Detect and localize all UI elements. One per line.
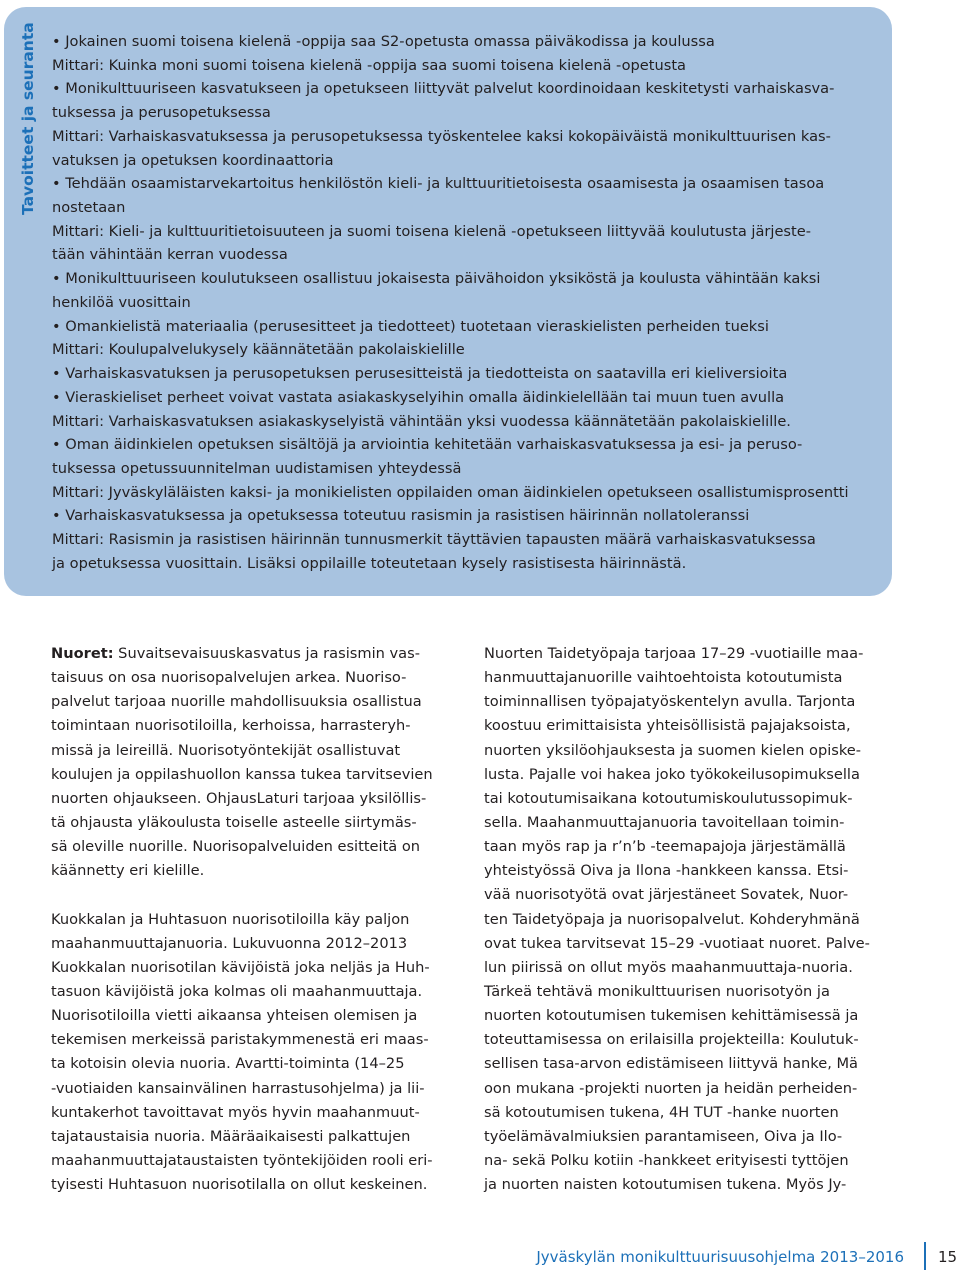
goals-line: Mittari: Varhaiskasvatuksen asiakaskyselyistä vähintään yksi vuodessa käännätetään pakolaiskielille. xyxy=(52,412,791,430)
goals-line: tuksessa opetussuunnitelman uudistamisen yhteydessä xyxy=(52,459,462,477)
goals-line: • Monikulttuuriseen koulutukseen osallistuu jokaisesta päivähoidon yksiköstä ja koulusta vähintään kaksi xyxy=(52,270,821,288)
goals-line: • Oman äidinkielen opetuksen sisältöjä ja arviointia kehitetään varhaiskasvatuksessa ja esi- ja peruso- xyxy=(52,436,803,454)
goals-line: Mittari: Jyväskyläläisten kaksi- ja monikielisten oppilaiden oman äidinkielen opetukseen osallistumisprosentti xyxy=(52,483,849,501)
paragraph-line: palvelut tarjoaa nuorille mahdollisuuksia osallistua xyxy=(51,693,422,711)
paragraph-line: tajataustaisia nuoria. Määräaikaisesti palkattujen xyxy=(51,1127,411,1145)
goals-line: tään vähintään kerran vuodessa xyxy=(52,246,288,264)
paragraph-line: ten Taidetyöpaja ja nuorisopalvelut. Kohderyhmänä xyxy=(484,910,860,928)
page-number: 15 xyxy=(938,1248,958,1266)
paragraph-line: tai kotoutumisaikana kotoutumiskoulutussopimuk- xyxy=(484,789,853,807)
paragraph-line: yhteistyössä Oiva ja Ilona -hankkeen kanssa. Etsi- xyxy=(484,862,849,880)
goals-line: • Tehdään osaamistarvekartoitus henkilöstön kieli- ja kulttuuritietoisesta osaamisesta ja osaamisen tasoa xyxy=(52,175,825,193)
footer-title: Jyväskylän monikulttuurisuusohjelma 2013–2016 xyxy=(536,1248,904,1266)
paragraph-line: kuntakerhot tavoittavat myös hyvin maahanmuut- xyxy=(51,1103,420,1121)
goals-side-label xyxy=(16,22,40,239)
paragraph-line: työelämävalmiuksien parantamiseen, Oiva ja Ilo- xyxy=(484,1127,843,1145)
goals-line: ja opetuksessa vuosittain. Lisäksi oppilaille toteutetaan kysely rasistisesta häirinnästä. xyxy=(52,554,687,572)
paragraph-line: maahanmuuttajanuoria. Lukuvuonna 2012–2013 xyxy=(51,934,408,952)
paragraph-line: oon mukana -projekti nuorten ja heidän perheiden- xyxy=(484,1079,858,1097)
paragraph-gap xyxy=(51,883,451,907)
left-paragraph-2 xyxy=(51,908,451,1198)
paragraph-line: -vuotiaiden kansainvälinen harrastusohjelma) ja lii- xyxy=(51,1079,425,1097)
paragraph-line: lun piirissä on ollut myös maahanmuuttaja-nuoria. xyxy=(484,958,853,976)
paragraph-line: tekemisen merkeissä paristakymmenestä eri maas- xyxy=(51,1031,429,1049)
paragraph-line: hanmuuttajanuorille vaihtoehtoista kotoutumista xyxy=(484,669,843,687)
goals-line: • Monikulttuuriseen kasvatukseen ja opetukseen liittyvät palvelut koordinoidaan keskitetysti varhaiskasva- xyxy=(52,80,835,98)
paragraph-line: ovat tukea tarvitsevat 15–29 -vuotiaat nuoret. Palve- xyxy=(484,934,870,952)
goals-line: Mittari: Kieli- ja kulttuuritietoisuuteen ja suomi toisena kielenä -opetukseen liittyvää koulutusta järjeste- xyxy=(52,222,812,240)
paragraph-line: tyisesti Huhtasuon nuorisotilalla on ollut keskeinen. xyxy=(51,1176,428,1194)
right-column xyxy=(484,642,884,1197)
paragraph-line: vää nuorisotyötä ovat järjestäneet Sovatek, Nuor- xyxy=(484,886,849,904)
paragraph-line: sä oleville nuorille. Nuorisopalveluiden esitteitä on xyxy=(51,838,421,856)
left-column xyxy=(51,642,451,1197)
paragraph-line: sä kotoutumisen tukena, 4H TUT -hanke nuorten xyxy=(484,1103,839,1121)
paragraph-line: sellisen tasa-arvon edistämiseen liittyvä hanke, Mä xyxy=(484,1055,859,1073)
goals-line: henkilöä vuosittain xyxy=(52,293,191,311)
paragraph-line: käännetty eri kielille. xyxy=(51,862,205,880)
paragraph-line: Kuokkalan nuorisotilan kävijöistä joka neljäs ja Huh- xyxy=(51,958,430,976)
goals-line: • Omankielistä materiaalia (perusesitteet ja tiedotteet) tuotetaan vieraskielisten perheiden tueksi xyxy=(52,317,769,335)
paragraph-line: sella. Maahanmuuttajanuoria tavoitellaan toimin- xyxy=(484,813,845,831)
paragraph-line: Nuorten Taidetyöpaja tarjoaa 17–29 -vuotiaille maa- xyxy=(484,645,864,662)
goals-line: • Varhaiskasvatuksessa ja opetuksessa toteutuu rasismin ja rasistisen häirinnän nollatoleranssi xyxy=(52,507,750,525)
paragraph-line: na- sekä Polku kotiin -hankkeet erityisesti tyttöjen xyxy=(484,1151,849,1169)
goals-list xyxy=(52,30,884,576)
left-column-lead-line xyxy=(51,642,451,666)
goals-line: tuksessa ja perusopetuksessa xyxy=(52,104,271,122)
paragraph-line: maahanmuuttajataustaisten työntekijöiden rooli eri- xyxy=(51,1151,433,1169)
paragraph-line: Nuorisotiloilla vietti aikaansa yhteisen olemisen ja xyxy=(51,1007,418,1025)
goals-line: Mittari: Kuinka moni suomi toisena kielenä -oppija saa suomi toisena kielenä -opetusta xyxy=(52,56,686,74)
goals-line: nostetaan xyxy=(52,199,126,217)
paragraph-line: taisuus on osa nuorisopalvelujen arkea. Nuoriso- xyxy=(51,669,407,687)
goals-line: Mittari: Koulupalvelukysely käännätetään pakolaiskielille xyxy=(52,341,465,359)
paragraph-line: nuorten kotoutumisen tukemisen kehittämisessä ja xyxy=(484,1007,859,1025)
paragraph-line: Tärkeä tehtävä monikulttuurisen nuorisotyön ja xyxy=(484,982,830,1000)
goals-line: • Jokainen suomi toisena kielenä -oppija saa S2-opetusta omassa päiväkodissa ja koulussa xyxy=(52,33,715,50)
paragraph-line: ja nuorten naisten kotoutumisen tukena. Myös Jy- xyxy=(484,1176,847,1194)
paragraph-line: ta kotoisin olevia nuoria. Avartti-toiminta (14–25 xyxy=(51,1055,405,1073)
lead-heading: Nuoret: xyxy=(51,645,114,662)
goals-line: • Vieraskieliset perheet voivat vastata asiakaskyselyihin omalla äidinkielellään tai muun tuen avulla xyxy=(52,388,785,406)
paragraph-line: toiminnallisen työpajatyöskentelyn avulla. Tarjonta xyxy=(484,693,856,711)
paragraph-line: nuorten ohjaukseen. OhjausLaturi tarjoaa yksilöllis- xyxy=(51,789,427,807)
page-footer xyxy=(0,1244,960,1274)
paragraph-line: missä ja leireillä. Nuorisotyöntekijät osallistuvat xyxy=(51,741,401,759)
paragraph-line: tasuon kävijöistä joka kolmas oli maahanmuuttaja. xyxy=(51,982,423,1000)
paragraph-line: tä ohjausta yläkoulusta toiselle asteelle siirtymäs- xyxy=(51,813,417,831)
paragraph-line: koostuu erimittaisista yhteisöllisistä pajajaksoista, xyxy=(484,717,851,735)
goals-line: vatuksen ja opetuksen koordinaattoria xyxy=(52,151,334,169)
footer-divider xyxy=(924,1242,926,1270)
paragraph-line: koulujen ja oppilashuollon kanssa tukea tarvitsevien xyxy=(51,765,433,783)
goals-line: Mittari: Varhaiskasvatuksessa ja perusopetuksessa työskentelee kaksi kokopäiväistä monikulttuurisen kas- xyxy=(52,127,831,145)
paragraph-line: nuorten yksilöohjauksesta ja suomen kielen opiske- xyxy=(484,741,862,759)
lead-text: Suvaitsevaisuuskasvatus ja rasismin vas- xyxy=(113,645,420,662)
left-paragraph-1 xyxy=(51,666,451,883)
paragraph-line: Kuokkalan ja Huhtasuon nuorisotiloilla käy paljon xyxy=(51,910,410,928)
goals-side-label-text: Tavoitteet ja seuranta xyxy=(19,22,37,215)
goals-line: • Varhaiskasvatuksen ja perusopetuksen perusesitteistä ja tiedotteista on saatavilla eri kieliversioita xyxy=(52,365,788,383)
paragraph-line: taan myös rap ja r’n’b -teemapajoja järjestämällä xyxy=(484,838,846,856)
paragraph-line: lusta. Pajalle voi hakea joko työkokeilusopimuksella xyxy=(484,765,860,783)
goals-line: Mittari: Rasismin ja rasistisen häirinnän tunnusmerkit täyttävien tapausten määrä varhaiskasvatuksessa xyxy=(52,531,816,549)
paragraph-line: toteuttamisessa on erilaisilla projekteilla: Koulutuk- xyxy=(484,1031,859,1049)
paragraph-line: toimintaan nuorisotiloilla, kerhoissa, harrasteryh- xyxy=(51,717,411,735)
